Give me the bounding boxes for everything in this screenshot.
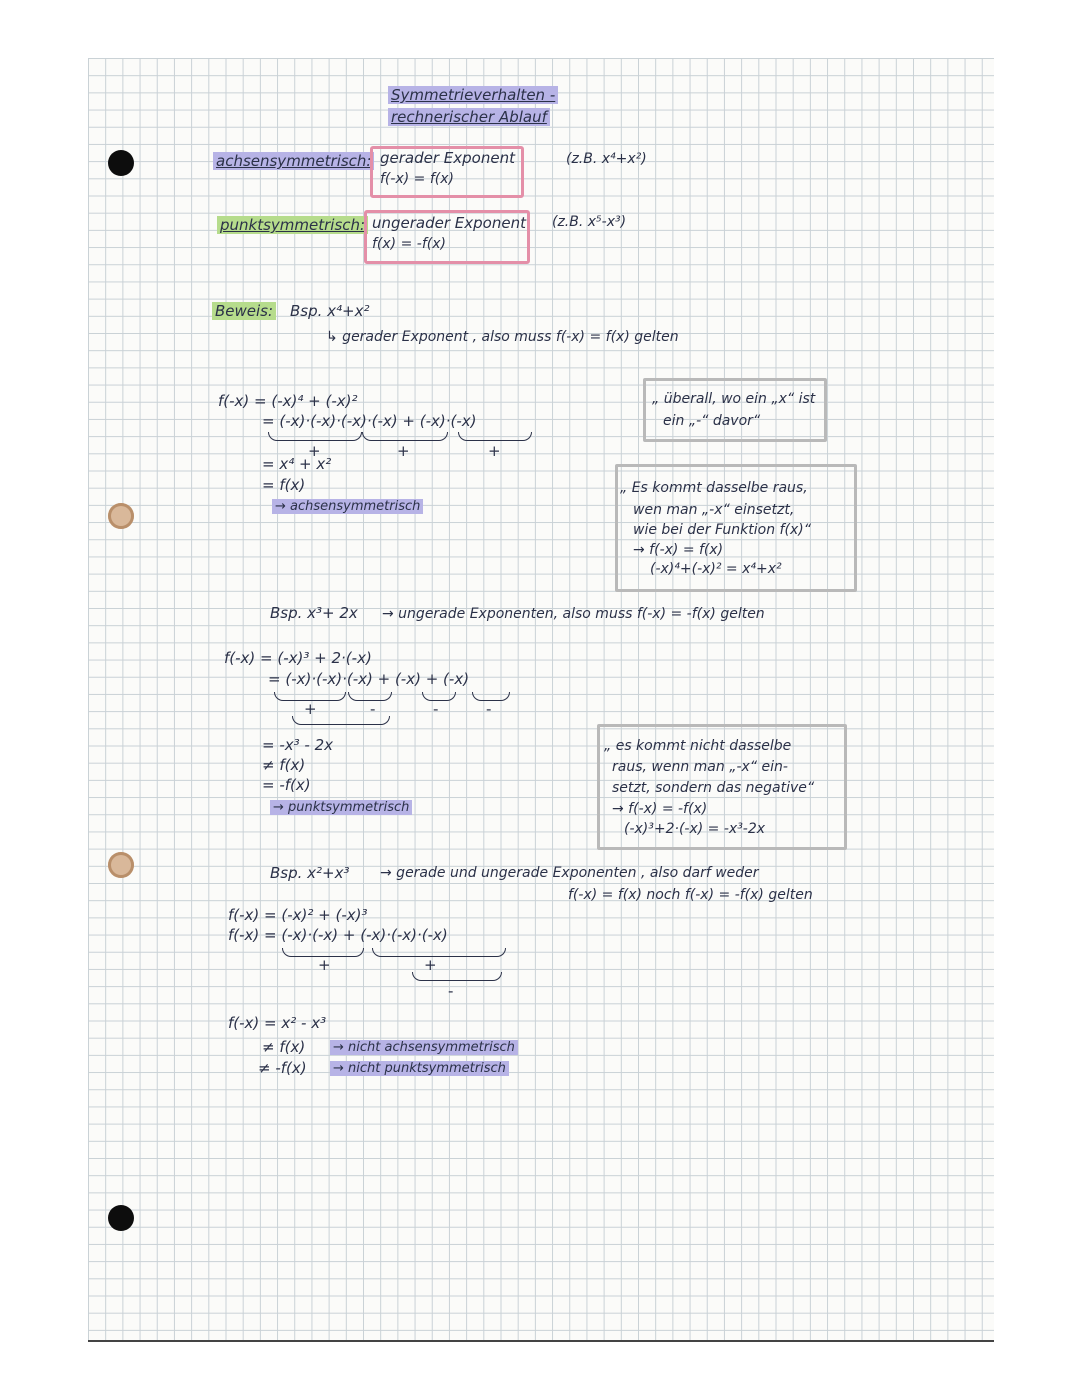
punch-hole <box>108 852 134 878</box>
sign-label: - <box>433 700 439 718</box>
note-line: ein „-“ davor“ <box>663 413 761 429</box>
proof-label: Beweis: <box>212 304 276 319</box>
axis-rule: gerader Exponent <box>380 149 515 167</box>
example2-step: = (-x)·(-x)·(-x) + (-x) + (-x) <box>268 670 470 688</box>
example3-step: f(-x) = (-x)·(-x) + (-x)·(-x)·(-x) <box>228 926 448 944</box>
note-line: wen man „-x“ einsetzt, <box>633 502 795 518</box>
note-line: raus, wenn man „-x“ ein- <box>612 759 788 775</box>
example1-note: ↳ gerader Exponent , also muss f(-x) = f(x) gelten <box>326 329 679 345</box>
sign-label: + <box>318 956 331 974</box>
axis-label: achsensymmetrisch: <box>213 154 374 169</box>
sign-label: + <box>424 956 437 974</box>
example3-conclusion-left: ≠ f(x) <box>262 1038 306 1056</box>
note-line: „ Es kommt dasselbe raus, <box>620 480 808 496</box>
example3-header: Bsp. x²+x³ <box>270 864 350 882</box>
example1-result: → achsensymmetrisch <box>272 500 423 513</box>
sign-label: - <box>448 982 454 1000</box>
sign-label: + <box>397 442 410 460</box>
brace <box>362 432 448 441</box>
example1-header: Bsp. x⁴+x² <box>290 302 370 320</box>
example2-step: ≠ f(x) <box>262 756 306 774</box>
sign-label: - <box>370 700 376 718</box>
title-line-1: Symmetrieverhalten - <box>388 88 558 103</box>
example1-step: = (-x)·(-x)·(-x)·(-x) + (-x)·(-x) <box>262 412 477 430</box>
example1-step: = x⁴ + x² <box>262 455 332 473</box>
note-line: → f(-x) = f(x) <box>633 542 724 558</box>
point-rule: ungerader Exponent <box>372 214 526 232</box>
punch-hole <box>108 503 134 529</box>
point-formula: f(x) = -f(x) <box>372 236 446 252</box>
sign-label: + <box>304 700 317 718</box>
example3-conclusion-right: → nicht punktsymmetrisch <box>330 1062 509 1075</box>
grid-paper <box>88 58 994 1342</box>
example3-conclusion-left: ≠ -f(x) <box>258 1059 307 1077</box>
punch-hole <box>108 150 134 176</box>
title-line-2: rechnerischer Ablauf <box>388 110 550 125</box>
example3-note: → gerade und ungerade Exponenten , also darf weder <box>380 865 759 881</box>
sign-label: - <box>486 700 492 718</box>
axis-formula: f(-x) = f(x) <box>380 171 454 187</box>
punch-hole <box>108 1205 134 1231</box>
example3-conclusion-right: → nicht achsensymmetrisch <box>330 1041 518 1054</box>
note-line: „ es kommt nicht dasselbe <box>604 738 792 754</box>
note-box <box>643 378 827 442</box>
example2-step: f(-x) = (-x)³ + 2·(-x) <box>224 649 372 667</box>
example3-note-2: f(-x) = f(x) noch f(-x) = -f(x) gelten <box>568 887 813 903</box>
note-line: → f(-x) = -f(x) <box>612 801 708 817</box>
sign-label: + <box>488 442 501 460</box>
sign-label: + <box>308 442 321 460</box>
example3-step: f(-x) = x² - x³ <box>228 1014 327 1032</box>
point-example: (z.B. x⁵-x³) <box>552 214 627 230</box>
brace <box>268 432 362 441</box>
point-label: punktsymmetrisch: <box>217 218 368 233</box>
example2-result: → punktsymmetrisch <box>270 801 412 814</box>
brace <box>422 692 456 701</box>
example1-step: = f(x) <box>262 476 306 494</box>
brace <box>372 948 506 957</box>
note-line: (-x)⁴+(-x)² = x⁴+x² <box>650 561 782 577</box>
example2-note: → ungerade Exponenten, also muss f(-x) = -f(x) gelten <box>382 606 765 622</box>
example2-step: = -x³ - 2x <box>262 736 334 754</box>
note-line: „ überall, wo ein „x“ ist <box>652 391 816 407</box>
note-line: setzt, sondern das negative“ <box>612 780 815 796</box>
note-line: wie bei der Funktion f(x)“ <box>633 522 811 538</box>
note-line: (-x)³+2·(-x) = -x³-2x <box>624 821 766 837</box>
axis-example: (z.B. x⁴+x²) <box>566 151 647 167</box>
example2-header: Bsp. x³+ 2x <box>270 604 358 622</box>
example1-step: f(-x) = (-x)⁴ + (-x)² <box>218 392 358 410</box>
brace <box>458 432 532 441</box>
example3-step: f(-x) = (-x)² + (-x)³ <box>228 906 368 924</box>
example2-step: = -f(x) <box>262 776 311 794</box>
